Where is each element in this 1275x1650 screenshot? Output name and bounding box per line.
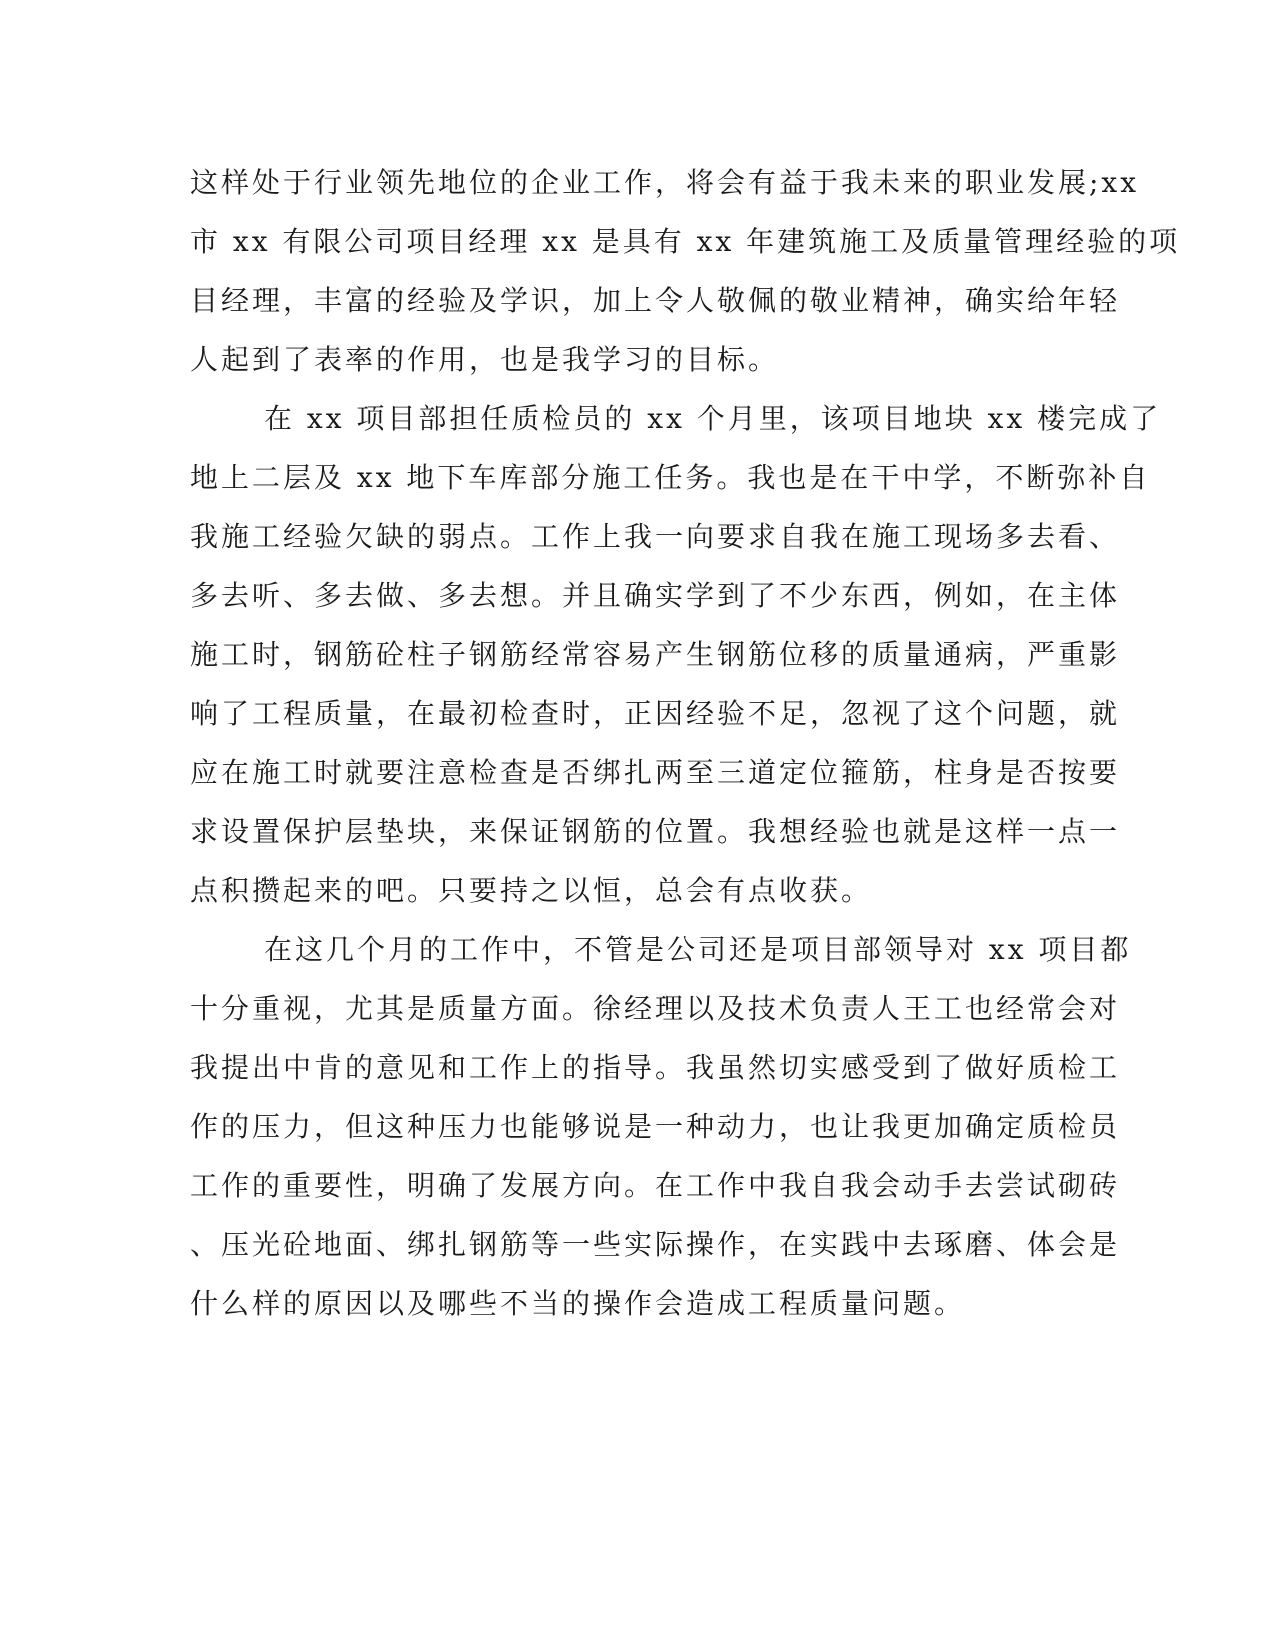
paragraph-2-line-8: 求设置保护层垫块，来保证钢筋的位置。我想经验也就是这样一点一: [190, 815, 1121, 848]
paragraph-3-line-1: 在这几个月的工作中，不管是公司还是项目部领导对 xx 项目都: [264, 933, 1132, 966]
paragraph-2-line-9: 点积攒起来的吧。只要持之以恒，总会有点收获。: [190, 874, 873, 907]
paragraph-3-line-2: 十分重视，尤其是质量方面。徐经理以及技术负责人王工也经常会对: [190, 992, 1121, 1025]
paragraph-3-line-3: 我提出中肯的意见和工作上的指导。我虽然切实感受到了做好质检工: [190, 1051, 1121, 1084]
paragraph-2-line-7: 应在施工时就要注意检查是否绑扎两至三道定位箍筋，柱身是否按要: [190, 756, 1121, 789]
paragraph-1-line-2: 市 xx 有限公司项目经理 xx 是具有 xx 年建筑施工及质量管理经验的项: [190, 225, 1181, 258]
paragraph-3-line-7: 什么样的原因以及哪些不当的操作会造成工程质量问题。: [190, 1287, 966, 1320]
paragraph-2-line-1: 在 xx 项目部担任质检员的 xx 个月里，该项目地块 xx 楼完成了: [264, 402, 1162, 435]
paragraph-2-line-4: 多去听、多去做、多去想。并且确实学到了不少东西，例如，在主体: [190, 579, 1121, 612]
paragraph-1-line-4: 人起到了表率的作用，也是我学习的目标。: [190, 343, 780, 376]
paragraph-2-line-5: 施工时，钢筋砼柱子钢筋经常容易产生钢筋位移的质量通病，严重影: [190, 638, 1121, 671]
paragraph-1-line-1: 这样处于行业领先地位的企业工作，将会有益于我未来的职业发展;xx: [190, 166, 1140, 199]
paragraph-3-line-6: 、压光砼地面、绑扎钢筋等一些实际操作，在实践中去琢磨、体会是: [190, 1228, 1121, 1261]
paragraph-2-line-3: 我施工经验欠缺的弱点。工作上我一向要求自我在施工现场多去看、: [190, 520, 1121, 553]
paragraph-3-line-4: 作的压力，但这种压力也能够说是一种动力，也让我更加确定质检员: [190, 1110, 1121, 1143]
paragraph-1-line-3: 目经理，丰富的经验及学识，加上令人敬佩的敬业精神，确实给年轻: [190, 284, 1121, 317]
paragraph-3-line-5: 工作的重要性，明确了发展方向。在工作中我自我会动手去尝试砌砖: [190, 1169, 1121, 1202]
paragraph-2-line-6: 响了工程质量，在最初检查时，正因经验不足，忽视了这个问题，就: [190, 697, 1121, 730]
paragraph-2-line-2: 地上二层及 xx 地下车库部分施工任务。我也是在干中学，不断弥补自: [190, 461, 1151, 494]
